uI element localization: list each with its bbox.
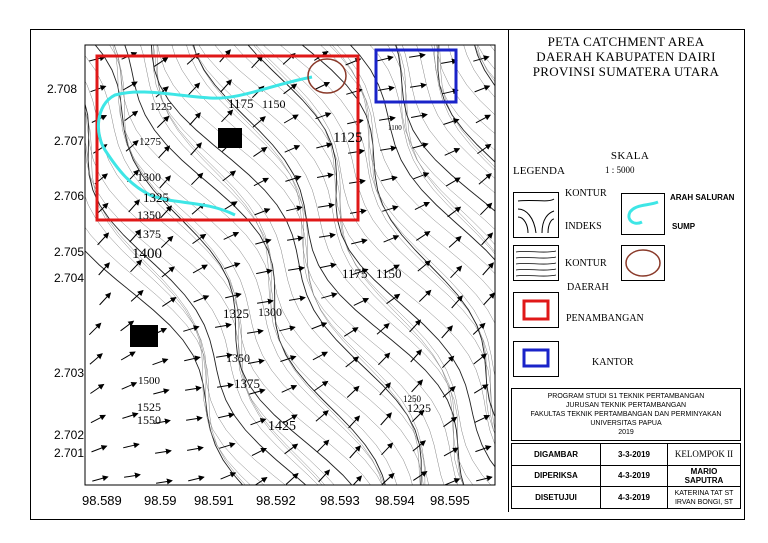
map-title-region: DAERAH KABUPATEN DAIRI bbox=[536, 49, 716, 64]
signoff-date: 3-3-2019 bbox=[601, 444, 668, 466]
x-tick: 98.59 bbox=[144, 493, 177, 508]
legend-label-contour-index-2: INDEKS bbox=[565, 221, 602, 232]
program-line: PROGRAM STUDI S1 TEKNIK PERTAMBANGAN bbox=[547, 393, 705, 400]
program-line: 2019 bbox=[618, 429, 634, 436]
program-line: JURUSAN TEKNIK PERTAMBANGAN bbox=[565, 402, 687, 409]
contour-label: 1150 bbox=[376, 266, 402, 281]
y-tick: 2.703 bbox=[54, 366, 85, 380]
channel-icon bbox=[622, 194, 664, 234]
y-tick: 2.702 bbox=[54, 428, 85, 442]
x-tick: 98.594 bbox=[375, 493, 415, 508]
program-line: FAKULTAS TEKNIK PERTAMBANGAN DAN PERMINYAKAN bbox=[530, 411, 722, 418]
contour-label: 1300 bbox=[137, 170, 161, 184]
map-title-province: PROVINSI SUMATERA UTARA bbox=[532, 64, 720, 79]
contour-label: 1300 bbox=[258, 305, 282, 319]
legend-swatch-office bbox=[513, 341, 559, 377]
x-tick: 98.589 bbox=[82, 493, 122, 508]
legend-heading: LEGENDA bbox=[513, 165, 565, 177]
signoff-table bbox=[511, 443, 741, 509]
y-tick: 2.701 bbox=[54, 446, 85, 460]
contour-label: 1175 bbox=[228, 96, 254, 111]
program-info bbox=[511, 388, 741, 441]
legend-label-contour-area: KONTUR bbox=[565, 258, 607, 269]
x-tick: 98.592 bbox=[256, 493, 296, 508]
contour-label: 1325 bbox=[143, 190, 169, 205]
contour-label: 1375 bbox=[234, 376, 260, 391]
signoff-date: 4-3-2019 bbox=[601, 465, 668, 487]
signoff-row bbox=[512, 487, 741, 509]
contour-area-icon bbox=[514, 246, 558, 280]
y-tick: 2.704 bbox=[54, 271, 85, 285]
legend-swatch-mining bbox=[513, 292, 559, 328]
contour-label: 1550 bbox=[137, 413, 161, 427]
contour-label: 1375 bbox=[137, 227, 161, 241]
scale-label: SKALA bbox=[610, 150, 650, 162]
office-box-icon bbox=[514, 342, 558, 376]
contour-label: 1400 bbox=[132, 246, 162, 262]
signoff-name-line: IRVAN BONGI, ST bbox=[674, 498, 734, 506]
program-line: UNIVERSITAS PAPUA bbox=[590, 420, 662, 427]
signoff-name: KELOMPOK II bbox=[668, 444, 741, 466]
contour-label: 1250 bbox=[403, 394, 421, 404]
contour-label: 1225 bbox=[150, 101, 172, 113]
signoff-row bbox=[512, 444, 741, 466]
signoff-date: 4-3-2019 bbox=[601, 487, 668, 509]
signoff-name-line: KATERINA TAT ST bbox=[674, 489, 734, 497]
y-tick: 2.706 bbox=[54, 189, 85, 203]
contour-label: 1125 bbox=[333, 130, 363, 146]
contour-label: 1225 bbox=[407, 401, 431, 415]
legend-label-sump: SUMP bbox=[672, 222, 696, 231]
legend-label-channel: ARAH SALURAN bbox=[670, 193, 735, 202]
legend-label-contour-index: KONTUR bbox=[565, 188, 607, 199]
contour-label: 1350 bbox=[137, 208, 161, 222]
contour-label: 1150 bbox=[262, 97, 286, 111]
x-tick: 98.595 bbox=[430, 493, 470, 508]
y-tick: 2.705 bbox=[54, 245, 85, 259]
contour-label: 1350 bbox=[226, 351, 250, 365]
mining-box-icon bbox=[514, 293, 558, 327]
sump-icon bbox=[622, 246, 664, 280]
signoff-role: DISETUJUI bbox=[512, 487, 601, 509]
legend-swatch-contour-index bbox=[513, 192, 559, 238]
x-tick: 98.593 bbox=[320, 493, 360, 508]
contour-index-icon bbox=[514, 193, 558, 237]
signoff-role: DIGAMBAR bbox=[512, 444, 601, 466]
signoff-role: DIPERIKSA bbox=[512, 465, 601, 487]
contour-label: 1325 bbox=[223, 306, 249, 321]
signoff-name bbox=[668, 487, 741, 509]
y-tick: 2.708 bbox=[47, 82, 78, 96]
contour-label: 1175 bbox=[342, 266, 368, 281]
legend-swatch-sump bbox=[621, 245, 665, 281]
legend-label-mining: PENAMBANGAN bbox=[566, 313, 644, 324]
contour-label: 1500 bbox=[138, 375, 160, 387]
map-title: PETA CATCHMENT AREA bbox=[547, 34, 705, 49]
signoff-name: MARIO SAPUTRA bbox=[668, 465, 741, 487]
contour-label: 1100 bbox=[388, 124, 402, 132]
x-tick: 98.591 bbox=[194, 493, 234, 508]
contour-label: 1275 bbox=[139, 136, 161, 148]
building-icon bbox=[130, 325, 158, 347]
building-icon bbox=[218, 128, 242, 148]
contour-label: 1525 bbox=[137, 400, 161, 414]
legend-label-contour-area-2: DAERAH bbox=[567, 282, 609, 293]
signoff-row bbox=[512, 465, 741, 487]
contour-label: 1425 bbox=[268, 419, 296, 434]
legend-swatch-contour-area bbox=[513, 245, 559, 281]
legend-swatch-channel bbox=[621, 193, 665, 235]
legend-label-office: KANTOR bbox=[592, 357, 634, 368]
scale-value: 1 : 5000 bbox=[605, 165, 635, 175]
y-tick: 2.707 bbox=[54, 134, 85, 148]
